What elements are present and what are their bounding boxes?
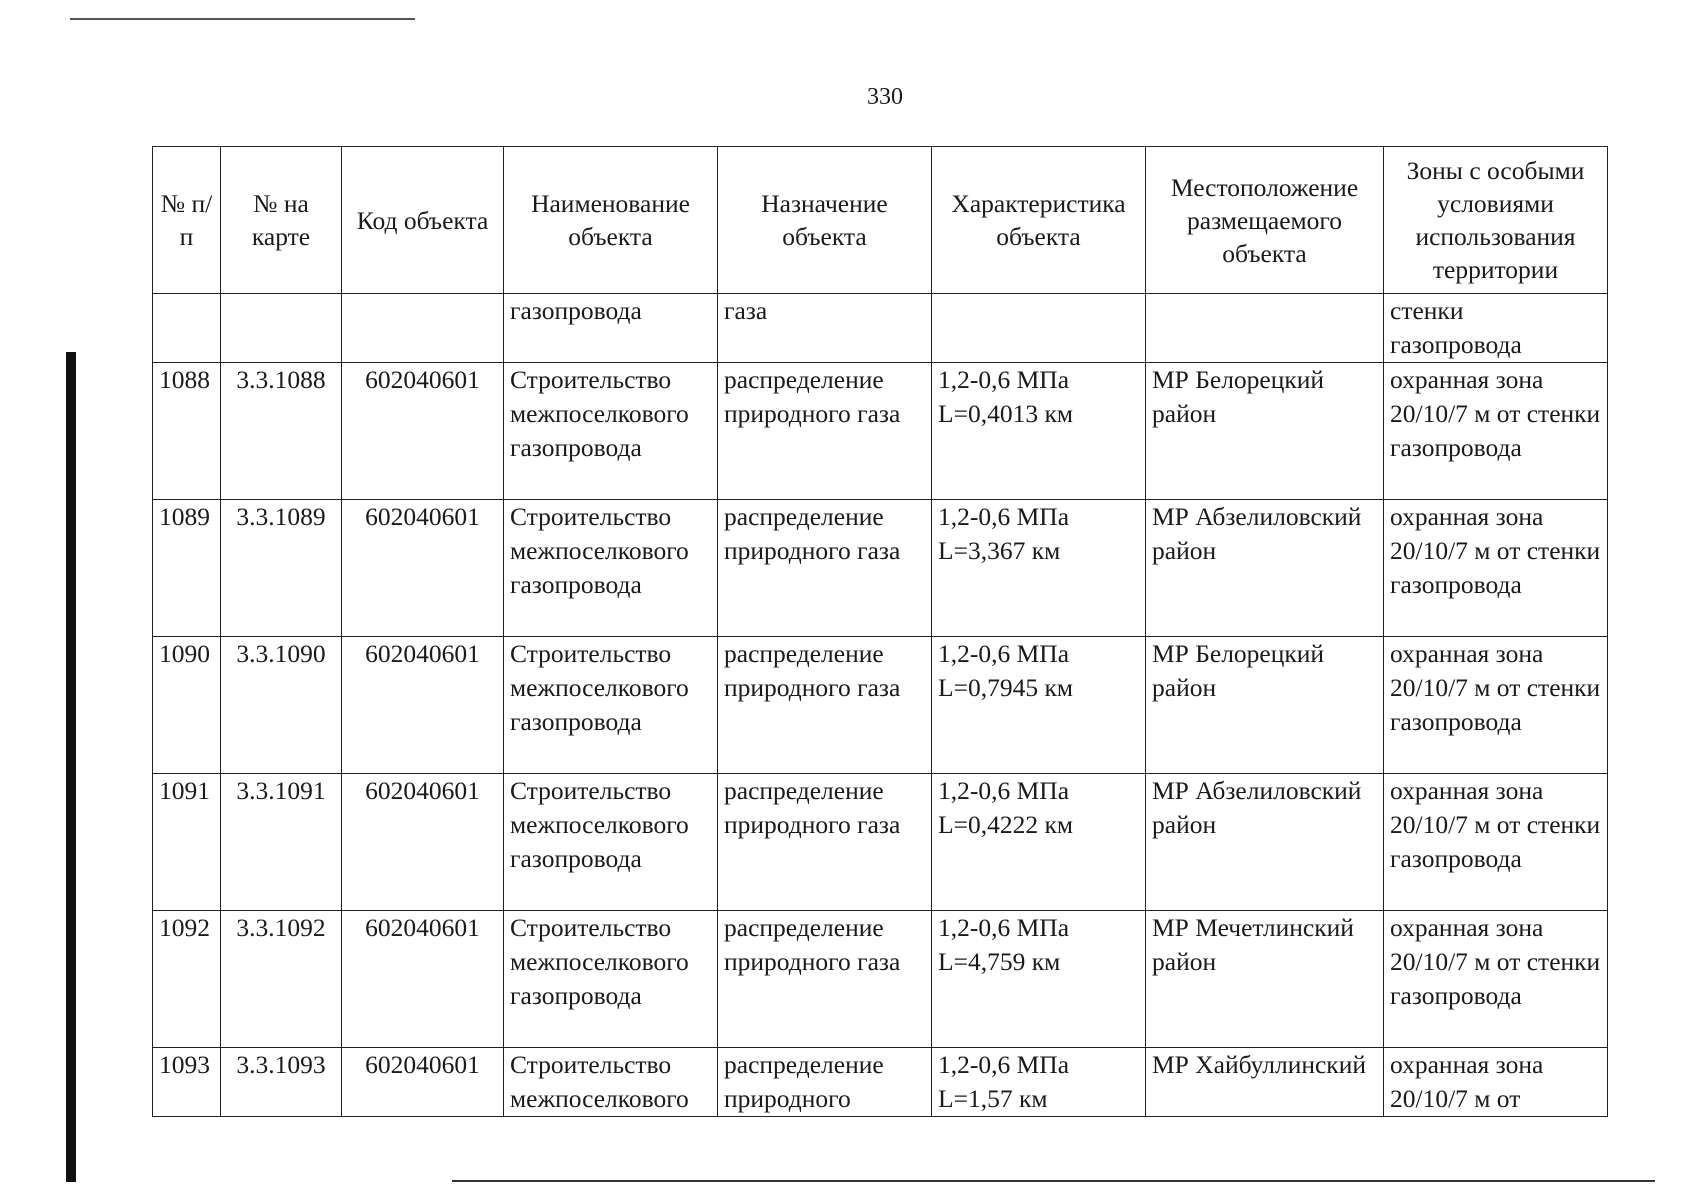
- cell-purpose: распределение природного: [718, 1048, 932, 1117]
- cell-map-number: [221, 294, 342, 363]
- cell-spec: 1,2-0,6 МПа L=0,4013 км: [932, 363, 1146, 500]
- cell-map-number: 3.3.1093: [221, 1048, 342, 1117]
- cell-name: Строительство межпоселкового газопровода: [504, 500, 718, 637]
- col-header-code: Код объекта: [342, 147, 504, 294]
- cell-zone: охранная зона 20/10/7 м от стенки газопровода: [1384, 774, 1608, 911]
- cell-name: Строительство межпоселкового: [504, 1048, 718, 1117]
- cell-spec: 1,2-0,6 МПа L=1,57 км: [932, 1048, 1146, 1117]
- cell-number: 1092: [153, 911, 221, 1048]
- page-number: 330: [867, 84, 903, 110]
- cell-location: МР Белорецкий район: [1146, 637, 1384, 774]
- cell-spec: 1,2-0,6 МПа L=0,4222 км: [932, 774, 1146, 911]
- cell-name: газопровода: [504, 294, 718, 363]
- scan-bottom-rule: [452, 1180, 1655, 1182]
- cell-location: МР Абзелиловский район: [1146, 500, 1384, 637]
- table-row: [153, 363, 1608, 500]
- cell-purpose: распределение природного газа: [718, 911, 932, 1048]
- table-row: [153, 637, 1608, 774]
- scan-left-edge: [66, 352, 76, 1182]
- cell-map-number: 3.3.1092: [221, 911, 342, 1048]
- cell-name: Строительство межпоселкового газопровода: [504, 637, 718, 774]
- cell-code: 602040601: [342, 500, 504, 637]
- cell-map-number: 3.3.1089: [221, 500, 342, 637]
- cell-spec: 1,2-0,6 МПа L=0,7945 км: [932, 637, 1146, 774]
- cell-zone: охранная зона 20/10/7 м от стенки газопровода: [1384, 500, 1608, 637]
- cell-code: 602040601: [342, 1048, 504, 1117]
- cell-zone: охранная зона 20/10/7 м от стенки газопровода: [1384, 363, 1608, 500]
- cell-code: 602040601: [342, 774, 504, 911]
- cell-number: 1091: [153, 774, 221, 911]
- cell-purpose: газа: [718, 294, 932, 363]
- table-header-row: [153, 147, 1608, 294]
- col-header-zone: Зоны с особыми условиями использования территории: [1384, 147, 1608, 294]
- table-row-partial: [153, 1048, 1608, 1117]
- cell-number: 1088: [153, 363, 221, 500]
- cell-purpose: распределение природного газа: [718, 500, 932, 637]
- cell-name: Строительство межпоселкового газопровода: [504, 363, 718, 500]
- cell-zone: охранная зона 20/10/7 м от стенки газопровода: [1384, 911, 1608, 1048]
- cell-number: [153, 294, 221, 363]
- cell-purpose: распределение природного газа: [718, 774, 932, 911]
- cell-location: МР Мечетлинский район: [1146, 911, 1384, 1048]
- col-header-location: Местоположение размещаемого объекта: [1146, 147, 1384, 294]
- cell-number: 1093: [153, 1048, 221, 1117]
- cell-purpose: распределение природного газа: [718, 363, 932, 500]
- cell-zone: охранная зона 20/10/7 м от: [1384, 1048, 1608, 1117]
- cell-zone: охранная зона 20/10/7 м от стенки газопровода: [1384, 637, 1608, 774]
- cell-number: 1090: [153, 637, 221, 774]
- col-header-purpose: Назначение объекта: [718, 147, 932, 294]
- cell-code: 602040601: [342, 363, 504, 500]
- objects-table: [152, 146, 1608, 1117]
- cell-spec: 1,2-0,6 МПа L=4,759 км: [932, 911, 1146, 1048]
- cell-purpose: распределение природного газа: [718, 637, 932, 774]
- col-header-map-number: № на карте: [221, 147, 342, 294]
- cell-map-number: 3.3.1090: [221, 637, 342, 774]
- col-header-name: Наименование объекта: [504, 147, 718, 294]
- col-header-spec: Характеристика объекта: [932, 147, 1146, 294]
- cell-location: МР Абзелиловский район: [1146, 774, 1384, 911]
- table-row-continued: [153, 294, 1608, 363]
- table-row: [153, 911, 1608, 1048]
- scan-top-rule: [70, 18, 415, 20]
- cell-spec: 1,2-0,6 МПа L=3,367 км: [932, 500, 1146, 637]
- cell-code: 602040601: [342, 911, 504, 1048]
- table-row: [153, 774, 1608, 911]
- cell-code: [342, 294, 504, 363]
- cell-code: 602040601: [342, 637, 504, 774]
- cell-location: МР Хайбуллинский: [1146, 1048, 1384, 1117]
- cell-location: МР Белорецкий район: [1146, 363, 1384, 500]
- cell-location: [1146, 294, 1384, 363]
- cell-number: 1089: [153, 500, 221, 637]
- cell-name: Строительство межпоселкового газопровода: [504, 774, 718, 911]
- cell-name: Строительство межпоселкового газопровода: [504, 911, 718, 1048]
- table-row: [153, 500, 1608, 637]
- col-header-number: № п/п: [153, 147, 221, 294]
- cell-spec: [932, 294, 1146, 363]
- cell-map-number: 3.3.1091: [221, 774, 342, 911]
- cell-zone: стенки газопровода: [1384, 294, 1608, 363]
- cell-map-number: 3.3.1088: [221, 363, 342, 500]
